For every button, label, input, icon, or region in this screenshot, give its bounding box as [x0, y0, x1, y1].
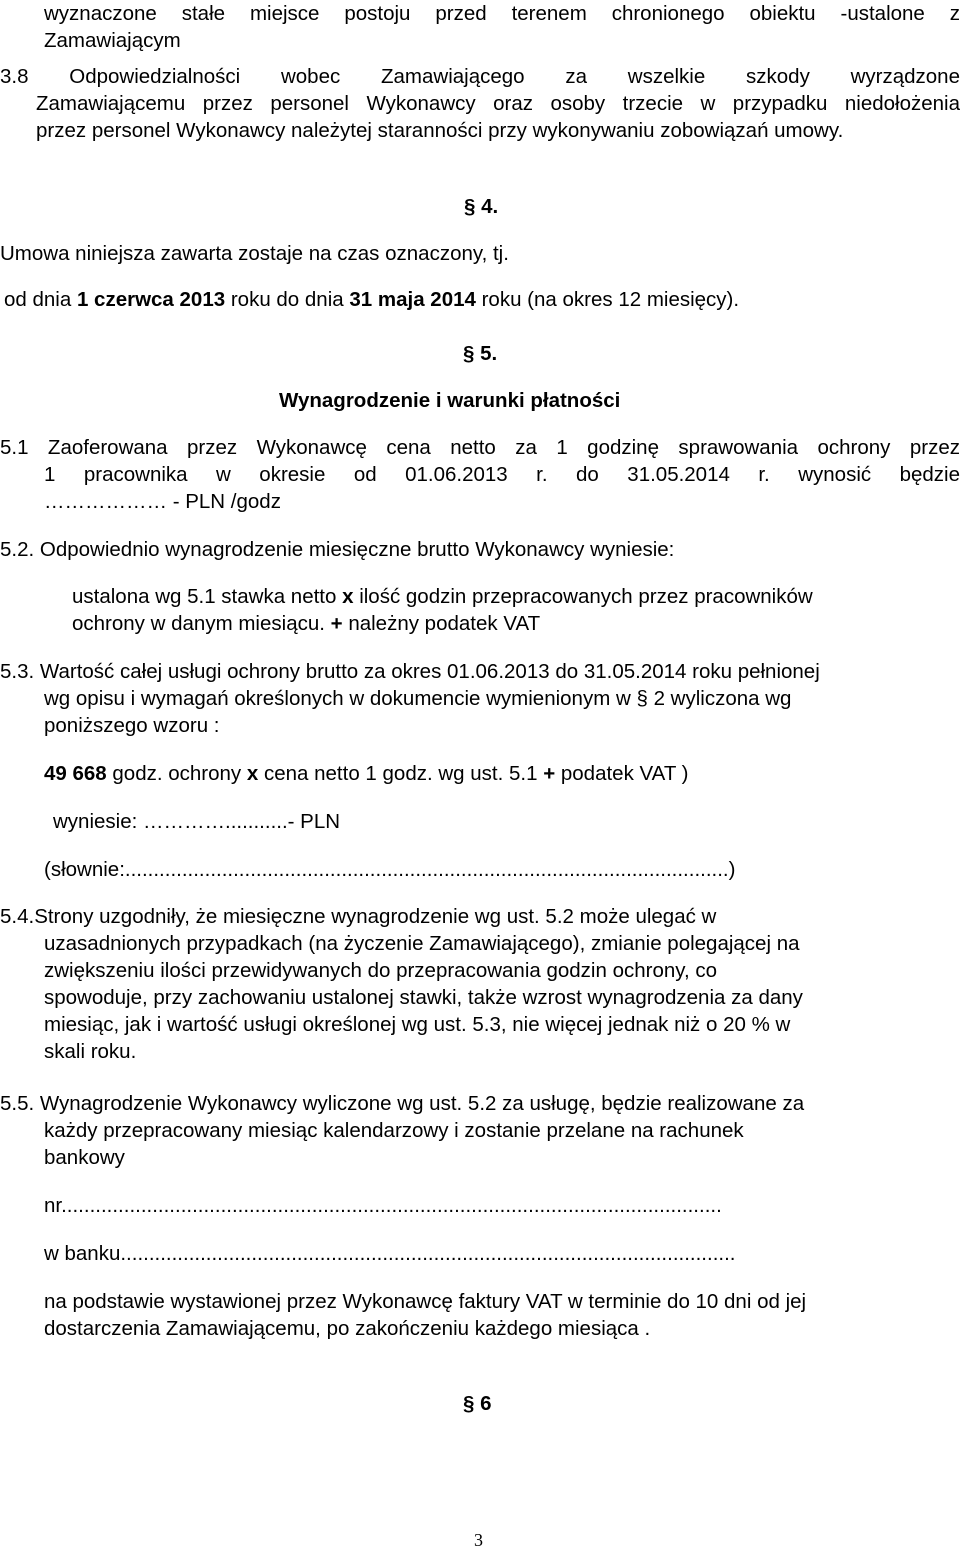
paragraph-5-3-line3: poniższego wzoru : — [44, 714, 220, 737]
paragraph-3-8-line2: Zamawiającemu przez personel Wykonawcy oraz osoby trzecie w przypadku niedołożenia — [36, 92, 960, 115]
paragraph-5-4-line3: zwiększeniu ilości przewidywanych do przepracowania godzin ochrony, co — [44, 959, 718, 982]
paragraph-5-1-line2: 1 pracownika w okresie od 01.06.2013 r. do 31.05.2014 r. wynosić będzie — [44, 463, 960, 486]
page-number: 3 — [474, 1530, 483, 1550]
section-4-intro: Umowa niniejsza zawarta zostaje na czas oznaczony, tj. — [0, 242, 509, 265]
formula-line: 49 668 godz. ochrony x cena netto 1 godz. wg ust. 5.1 + podatek VAT ) — [44, 762, 689, 785]
paragraph-5-3-line1: 5.3. Wartość całej usługi ochrony brutto za okres 01.06.2013 do 31.05.2014 roku pełnionej — [0, 660, 820, 683]
section-6-heading: § 6 — [463, 1392, 492, 1415]
paragraph-5-4-line1: 5.4.Strony uzgodniły, że miesięczne wynagrodzenie wg ust. 5.2 może ulegać w — [0, 905, 717, 928]
text-line: wyznaczone stałe miejsce postoju przed terenem chronionego obiektu -ustalone z — [44, 2, 960, 25]
paragraph-5-5-line3: bankowy — [44, 1146, 125, 1169]
paragraph-5-2-line2: ustalona wg 5.1 stawka netto x ilość godzin przepracowanych przez pracowników — [72, 585, 813, 608]
paragraph-5-2-line3: ochrony w danym miesiącu. + należny podatek VAT — [72, 612, 541, 635]
bank-name-line: w banku............................................................................................................ — [44, 1242, 736, 1265]
paragraph-5-5-line1: 5.5. Wynagrodzenie Wykonawcy wyliczone wg ust. 5.2 za usługę, będzie realizowane za — [0, 1092, 805, 1115]
paragraph-5-4-line6: skali roku. — [44, 1040, 137, 1063]
paragraph-3-8-line3: przez personel Wykonawcy należytej staranności przy wykonywaniu zobowiązań umowy. — [36, 119, 844, 142]
section-5-heading: § 5. — [463, 342, 498, 365]
paragraph-5-1-line1: 5.1 Zaoferowana przez Wykonawcę cena netto za 1 godzinę sprawowania ochrony przez — [0, 436, 960, 459]
account-number-line: nr.................................................................................................................... — [44, 1194, 722, 1217]
paragraph-3-8-line1: 3.8 Odpowiedzialności wobec Zamawiającego za wszelkie szkody wyrządzone — [0, 65, 960, 88]
paragraph-5-4-line2: uzasadnionych przypadkach (na życzenie Zamawiającego), zmianie polegającej na — [44, 932, 800, 955]
result-line: wyniesie: …………...........- PLN — [53, 810, 341, 833]
paragraph-5-5-line4: na podstawie wystawionej przez Wykonawcę faktury VAT w terminie do 10 dni od jej — [44, 1290, 807, 1313]
paragraph-line: Zamawiającym — [44, 29, 181, 52]
paragraph-5-5-line2: każdy przepracowany miesiąc kalendarzowy i zostanie przelane na rachunek — [44, 1119, 744, 1142]
paragraph-5-1-line3: ……………… - PLN /godz — [44, 490, 281, 513]
paragraph-5-2-line1: 5.2. Odpowiednio wynagrodzenie miesięczne brutto Wykonawcy wyniesie: — [0, 538, 675, 561]
section-4-period: od dnia 1 czerwca 2013 roku do dnia 31 maja 2014 roku (na okres 12 miesięcy). — [4, 288, 740, 311]
paragraph-5-4-line5: miesiąc, jak i wartość usługi określonej wg ust. 5.3, nie więcej jednak niż o 20 % w — [44, 1013, 791, 1036]
paragraph-5-5-line5: dostarczenia Zamawiającemu, po zakończeniu każdego miesiąca . — [44, 1317, 651, 1340]
section-4-heading: § 4. — [464, 195, 499, 218]
in-words-line: (słownie:..........................................................................................................) — [44, 858, 736, 881]
paragraph-5-3-line2: wg opisu i wymagań określonych w dokumencie wymienionym w § 2 wyliczona wg — [44, 687, 792, 710]
section-5-title: Wynagrodzenie i warunki płatności — [279, 389, 621, 412]
paragraph-line — [44, 0, 960, 27]
paragraph-5-4-line4: spowoduje, przy zachowaniu ustalonej stawki, także wzrost wynagrodzenia za dany — [44, 986, 803, 1009]
